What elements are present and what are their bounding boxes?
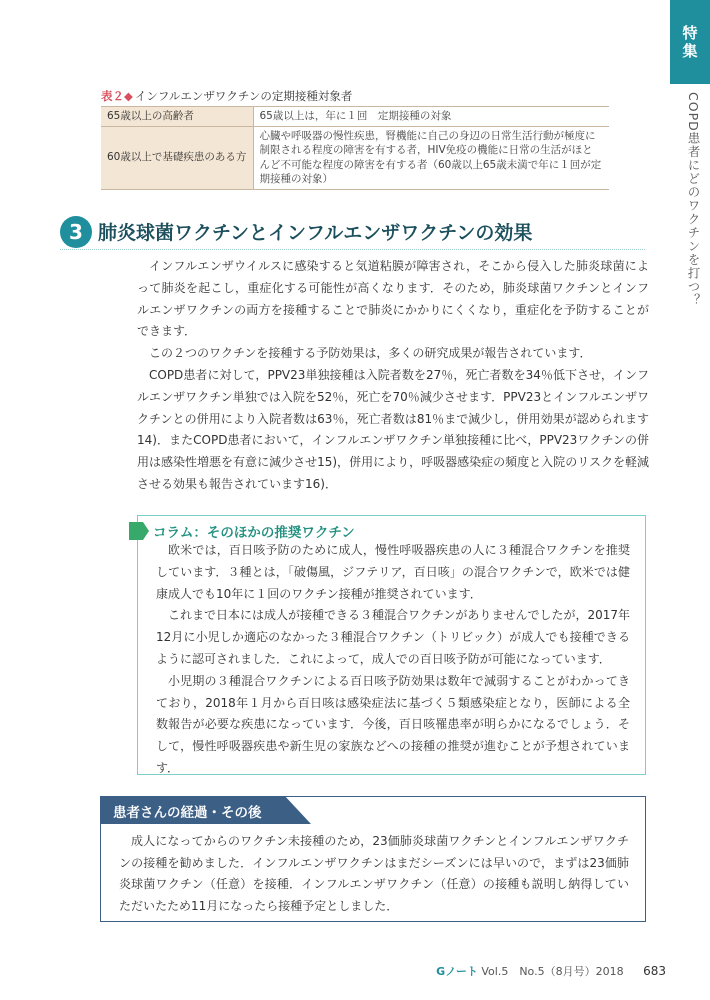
diamond-icon: ◆ — [124, 89, 133, 103]
table-row-label: 60歳以上で基礎疾患のある方 — [101, 126, 253, 189]
patient-heading: 患者さんの経過・その後 — [113, 805, 262, 821]
patient-followup-box — [100, 796, 646, 922]
column-paragraph: これまで日本には成人が接種できる３種混合ワクチンがありませんでしたが，2017年12月に小児しか適応のなかった３種混合ワクチン（トリビック）が成人でも接種できるように認可されました．これによって，成人での百日咳予防が可能になっています． — [156, 608, 630, 666]
section-title: 肺炎球菌ワクチンとインフルエンザワクチンの効果 — [98, 222, 533, 244]
table-caption — [101, 88, 352, 104]
page-number: 683 — [643, 964, 666, 978]
feature-tab-char-1: 特 — [682, 24, 698, 42]
column-title: コラム：そのほかの推奨ワクチン — [153, 525, 355, 541]
table-row-label: 65歳以上の高齢者 — [101, 107, 253, 127]
journal-name: Gノート — [436, 965, 478, 978]
table-row — [101, 107, 609, 127]
column-tag-icon — [129, 522, 149, 540]
patient-text: 成人になってからのワクチン未接種のため，23価肺炎球菌ワクチンとインフルエンザワクチンの接種を勧めました．インフルエンザワクチンはまだシーズンには早いので，まずは23価肺炎球菌ワクチン（任意）を接種．インフルエンザワクチン（任意）の接種も説明し納得していただいたため11月になったら接種予定としました． — [119, 834, 629, 913]
running-title: COPD患者にどのワクチンを打つ？ — [686, 92, 701, 308]
feature-tab — [670, 0, 710, 84]
page-footer — [436, 963, 666, 979]
body-paragraph: インフルエンザウイルスに感染すると気道粘膜が障害され，そこから侵入した肺炎球菌によって肺炎を起こし，重症化する可能性が高くなります．そのため，肺炎球菌ワクチンとインフルエンザワクチンの両方を接種することで肺炎にかかりにくくなり，重症化を予防することができます． — [137, 259, 649, 339]
body-paragraph: COPD患者に対して，PPV23単独接種は入院者数を27％，死亡者数を34％低下させ，インフルエンザワクチン単独では入院を52％，死亡を70％減少させます．PPV23とインフルエンザワクチンとの併用により入院者数は63％，死亡者数は81％まで減少し，併用効果が認められます14)．またCOPD患者において，インフルエンザワクチン単独接種に比べ，PPV23ワクチンの併用は感染性増悪を有意に減少させ15)，併用により，呼吸器感染症の頻度と入院のリスクを軽減させる効果も報告されています16)． — [137, 367, 649, 491]
section-number-badge: 3 — [60, 216, 92, 248]
table-number: 表２ — [101, 89, 124, 103]
table-caption-text: インフルエンザワクチンの定期接種対象者 — [134, 89, 353, 103]
table-row — [101, 126, 609, 189]
column-text — [156, 540, 630, 780]
vaccination-table — [101, 106, 609, 190]
table-row-value: 65歳以上は，年に１回 定期接種の対象 — [253, 107, 609, 127]
section-heading — [60, 214, 645, 250]
table-row-value: 心臓や呼吸器の慢性疾患，腎機能に自己の身辺の日常生活行動が極度に制限される程度の障害を有する者，HIV免疫の機能に日常の生活がほとんど不可能な程度の障害を有する者（60歳以上65歳未満で年に１回が定期接種の対象） — [253, 126, 609, 189]
column-paragraph: 欧米では，百日咳予防のために成人，慢性呼吸器疾患の人に３種混合ワクチンを推奨しています．３種とは，「破傷風，ジフテリア，百日咳」の混合ワクチンで，欧米では健康成人でも10年に１回のワクチン接種が推奨されています． — [156, 543, 630, 601]
journal-issue: Vol.5 No.5（8月号）2018 — [481, 965, 624, 978]
column-paragraph: 小児期の３種混合ワクチンによる百日咳予防効果は数年で減弱することがわかってきており，2018年１月から百日咳は感染症法に基づく５類感染症となり，医師による全数報告が必要な疾患になっています．今後，百日咳罹患率が明らかになるでしょう．そして，慢性呼吸器疾患や新生児の家族などへの接種の推奨が進むことが予想されています． — [156, 673, 630, 775]
body-paragraph: この２つのワクチンを接種する予防効果は，多くの研究成果が報告されています． — [149, 346, 592, 361]
feature-tab-char-2: 集 — [682, 42, 698, 60]
column-heading — [129, 521, 355, 541]
body-text — [137, 256, 649, 496]
